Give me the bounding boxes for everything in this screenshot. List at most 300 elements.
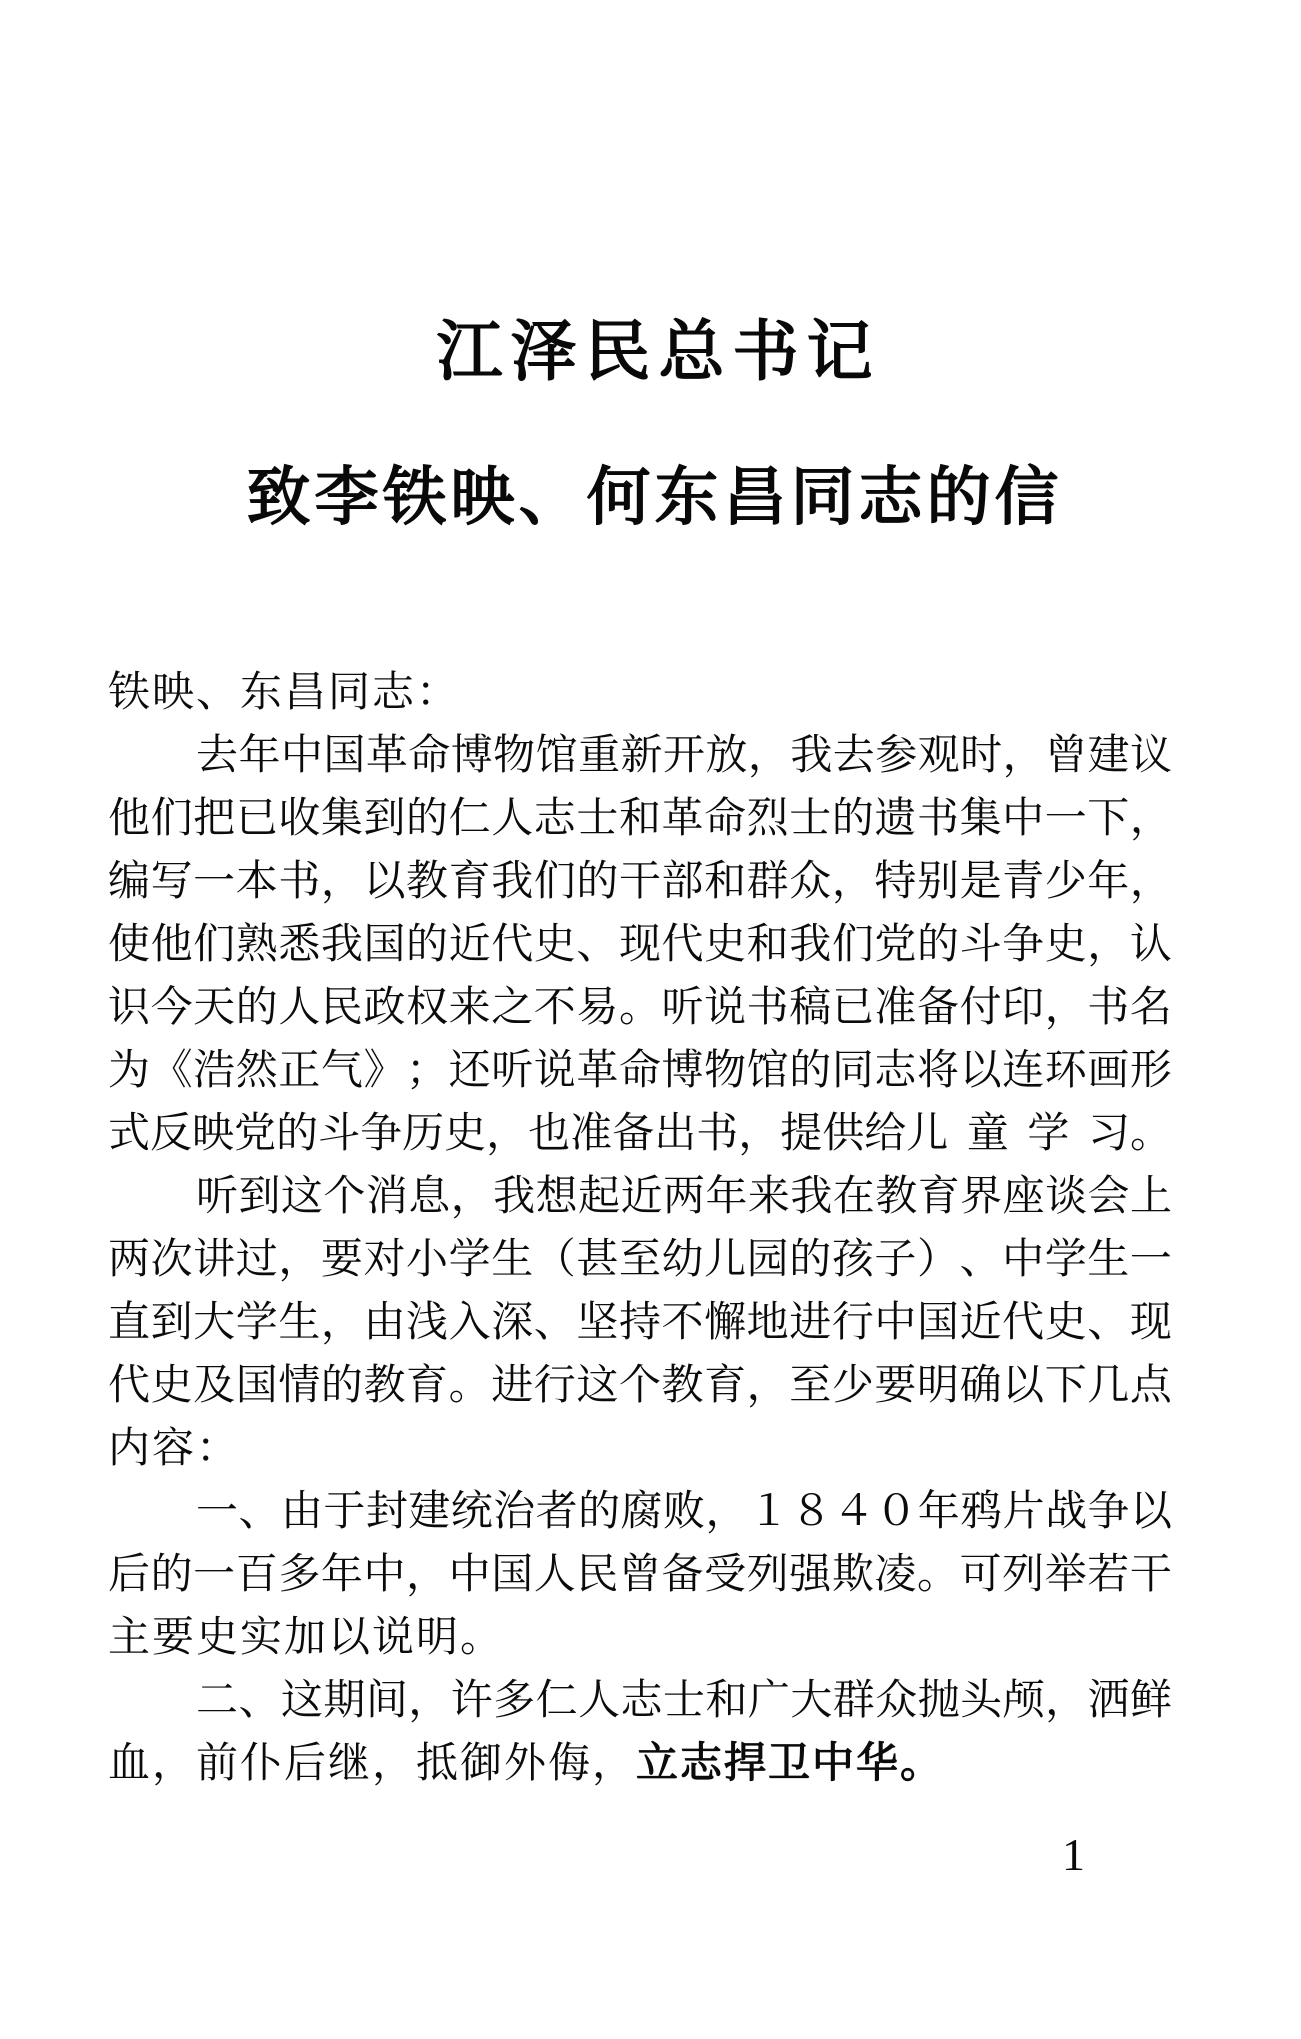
text-segment: 中 [363,1552,406,1598]
text-segment: 一 [193,1552,236,1598]
text-segment: 列 [746,1552,789,1598]
text-segment: 物 [493,733,536,779]
text-segment: 的 [789,1048,832,1094]
text-segment: 之 [491,985,534,1031]
text-segment: 书 [1087,985,1130,1031]
text-segment: 他 [108,796,151,842]
text-segment: ０ [875,1489,918,1535]
text-segment: 二 [196,1678,239,1724]
text-segment: 至 [618,1237,661,1283]
text-segment: ， [705,1489,748,1535]
text-segment: 许 [450,1678,493,1724]
text-segment: 内容： [108,1426,241,1472]
text-segment: 的 [789,1237,832,1283]
text-segment: 博 [661,1048,704,1094]
text-segment: 编 [108,859,151,905]
text-segment: 书 [696,1111,739,1157]
text-segment: 重 [578,733,621,779]
page-number: 1 [1062,1829,1085,1880]
text-segment: 持 [618,1300,661,1346]
text-segment: 人 [578,1678,621,1724]
text-segment: 准 [874,985,917,1031]
text-segment: ， [747,733,790,779]
text-segment: 、 [238,1489,281,1535]
text-segment: 备 [916,985,959,1031]
text-segment: ， [486,1111,529,1157]
text-segment: 中 [1002,796,1045,842]
text-segment: 的 [150,1552,193,1598]
text-line [108,725,1172,788]
text-segment: 学 [235,1300,278,1346]
text-segment: 个 [323,1174,366,1220]
text-segment: 群 [832,1678,875,1724]
text-segment: 还 [448,1048,491,1094]
text-segment: 政 [363,985,406,1031]
text-segment: 不 [533,985,576,1031]
text-segment: 人 [533,1552,576,1598]
text-segment: 行 [831,1300,874,1346]
text-segment: 们 [831,922,874,968]
text-segment: 史 [1044,922,1087,968]
text-segment: 广 [747,1678,790,1724]
text-segment: 百 [235,1552,278,1598]
text-segment: ， [450,1174,493,1220]
text-segment: 直 [108,1300,151,1346]
text-segment: 一 [193,859,236,905]
text-segment: 的 [276,1111,319,1157]
text-segment: ） [916,1237,959,1283]
text-segment: 年 [705,1174,748,1220]
text-segment: 提 [780,1111,823,1157]
text-segment: 习 [1087,1111,1130,1157]
text-segment: 园 [746,1237,789,1283]
emphasized-text: 立志捍卫中华。 [636,1741,945,1787]
text-segment: 代 [1002,1300,1045,1346]
text-segment: 烈 [746,796,789,842]
text-segment: ， [278,1237,321,1283]
text-segment: 一 [196,1489,239,1535]
text-segment: 把 [193,796,236,842]
text-segment: 遗 [874,796,917,842]
text-segment: 馆 [746,1048,789,1094]
text-segment: 多 [278,1552,321,1598]
document-title-line-1: 江泽民总书记 [436,316,881,389]
text-segment [948,1103,967,1166]
text-segment: 党 [874,922,917,968]
text-segment: 他 [150,922,193,968]
text-segment: 建 [408,1489,451,1535]
text-segment: 国 [235,1363,278,1409]
text-segment: 形 [1129,1048,1172,1094]
text-segment: 民 [320,985,363,1031]
text-segment: 去 [832,733,875,779]
text-segment: 准 [570,1111,613,1157]
text-segment: 要 [874,1363,917,1409]
text-segment: 育 [917,1174,960,1220]
text-line [108,1292,1172,1355]
text-segment: 若 [1087,1552,1130,1598]
text-segment: 备 [661,1552,704,1598]
text-line [108,1418,1172,1481]
text-segment: 近 [620,1174,663,1220]
text-segment: 听 [196,1174,239,1220]
text-segment: 代 [661,922,704,968]
text-segment: 写 [150,859,193,905]
text-segment: 地 [746,1300,789,1346]
text-segment: 人 [278,985,321,1031]
text-segment: 讲 [193,1237,236,1283]
text-line [108,1166,1172,1229]
text-segment: 铁映、东昌同志： [108,670,461,716]
text-segment: 国 [916,1300,959,1346]
text-segment: 史 [444,1111,487,1157]
text-segment: 听 [491,1048,534,1094]
text-segment: ， [408,1678,451,1724]
text-segment: 干 [618,859,661,905]
text-segment: 下 [1044,1363,1087,1409]
text-segment: 受 [704,1552,747,1598]
text-segment: 反 [150,1111,193,1157]
text-segment: 由 [363,1300,406,1346]
text-segment: 博 [450,733,493,779]
text-segment: 开 [662,733,705,779]
text-segment: 这 [280,1678,323,1724]
text-segment: 确 [959,1363,1002,1409]
text-segment: 天 [193,985,236,1031]
text-segment: 战 [1045,1489,1088,1535]
text-segment: 统 [450,1489,493,1535]
text-segment: 息 [408,1174,451,1220]
text-segment: 抛 [917,1678,960,1724]
text-segment: ， [1129,859,1172,905]
text-segment: 个 [618,1363,661,1409]
text-segment: 观 [917,733,960,779]
text-segment: 近 [448,922,491,968]
text-segment: ， [831,859,874,905]
text-segment: 次 [150,1237,193,1283]
text-segment: 众 [789,859,832,905]
text-segment: 的 [235,985,278,1031]
text-segment: 集 [320,796,363,842]
text-line [108,851,1172,914]
text-segment: 供 [822,1111,865,1157]
text-segment: 馆 [535,733,578,779]
text-segment: 对 [363,1237,406,1283]
text-segment: 少 [1044,859,1087,905]
text-segment: 、 [959,1237,1002,1283]
text-segment: 中 [874,1300,917,1346]
text-segment: 多 [493,1678,536,1724]
text-segment: 史 [150,1363,193,1409]
text-segment: 进 [491,1363,534,1409]
text-segment: 及 [193,1363,236,1409]
text-segment: 生 [491,1237,534,1283]
text-segment: ； [406,1048,449,1094]
text-segment: 界 [960,1174,1003,1220]
text-segment: 。 [1130,1111,1173,1157]
text-segment: 书 [916,796,959,842]
text-line [108,788,1172,851]
text-segment: 间 [365,1678,408,1724]
text-segment: 议 [1129,733,1172,779]
text-segment: （ [533,1237,576,1283]
text-segment: 们 [533,859,576,905]
text-segment: 起 [578,1174,621,1220]
text-segment: 曾 [618,1552,661,1598]
text-segment: 血，前仆后继，抵御外侮， [108,1741,637,1787]
text-segment: 志 [620,1678,663,1724]
text-segment: 生 [278,1300,321,1346]
text-segment: 备 [612,1111,655,1157]
text-segment: 仁 [535,1678,578,1724]
text-segment: 史 [533,922,576,968]
text-segment: 学 [1027,1111,1070,1157]
text-segment: 们 [193,922,236,968]
text-segment: 画 [1087,1048,1130,1094]
text-segment: 育 [704,1363,747,1409]
text-segment: 以 [1002,1363,1045,1409]
text-segment: 也 [528,1111,571,1157]
text-segment: 新 [620,733,663,779]
text-segment: 头 [960,1678,1003,1724]
text-segment: 颅 [1002,1678,1045,1724]
text-segment: 志 [533,796,576,842]
text-segment: 和 [704,859,747,905]
letter-body [108,662,1172,1796]
text-segment: 情 [278,1363,321,1409]
text-segment: 中 [1002,1237,1045,1283]
text-segment: 年 [320,1552,363,1598]
text-segment: 上 [1129,1174,1172,1220]
text-segment: 映 [192,1111,235,1157]
text-segment: 学 [448,1237,491,1283]
text-segment: 的 [406,796,449,842]
text-segment: 一 [1129,1237,1172,1283]
text-segment: 教 [875,1174,918,1220]
text-segment: ， [320,1300,363,1346]
text-segment: 强 [789,1552,832,1598]
text-segment: ， [406,1552,449,1598]
text-segment: 中 [448,1552,491,1598]
text-segment: 革 [576,1048,619,1094]
text-segment: ， [320,859,363,905]
text-segment: 稿 [789,985,832,1031]
text-segment: 历 [402,1111,445,1157]
text-segment: 童 [966,1111,1009,1157]
text-segment: 将 [916,1048,959,1094]
text-segment: 青 [1002,859,1045,905]
text-segment: 到 [363,796,406,842]
text-segment: 育 [448,859,491,905]
text-segment: 主要史实加以说明。 [108,1615,505,1661]
text-segment: 消 [365,1174,408,1220]
text-segment: 集 [959,796,1002,842]
text-line [108,1355,1172,1418]
text-segment: 坚 [576,1300,619,1346]
text-segment: 众 [875,1678,918,1724]
text-segment: 参 [875,733,918,779]
text-segment: 举 [1044,1552,1087,1598]
text-segment: 鸦 [960,1489,1003,1535]
text-segment [1009,1103,1028,1166]
text-segment: 。 [916,1552,959,1598]
text-segment [1069,1103,1088,1166]
text-segment: 的 [406,922,449,968]
text-segment: 气 [320,1048,363,1094]
text-segment: 连 [1002,1048,1045,1094]
text-segment: 谈 [1045,1174,1088,1220]
text-line [108,662,1172,725]
text-segment: 点 [1129,1363,1172,1409]
text-segment: 在 [832,1174,875,1220]
text-segment: 仁 [448,796,491,842]
text-line [108,1607,1172,1670]
text-segment: 至 [789,1363,832,1409]
text-segment: 斗 [318,1111,361,1157]
text-segment: ， [738,1111,781,1157]
text-segment: 要 [320,1237,363,1283]
text-segment: 我 [790,1174,833,1220]
text-line [108,1670,1172,1733]
text-line [108,1481,1172,1544]
text-segment: ， [1087,922,1130,968]
text-segment: 今 [150,985,193,1031]
text-segment: 书 [746,985,789,1031]
text-segment: 为 [108,1048,151,1094]
text-segment: 我 [493,1174,536,1220]
text-segment: 年 [238,733,281,779]
text-segment: 国 [323,733,366,779]
text-segment: 来 [747,1174,790,1220]
text-segment: 士 [789,796,832,842]
text-segment: 士 [662,1678,705,1724]
text-segment: 士 [576,796,619,842]
text-segment: 凌 [874,1552,917,1598]
text-segment: 别 [916,859,959,905]
text-segment: ４ [832,1489,875,1535]
text-segment: ， [1002,733,1045,779]
text-segment: 党 [234,1111,277,1157]
text-segment: 这 [576,1363,619,1409]
text-segment: 争 [1087,1489,1130,1535]
text-segment: 环 [1044,1048,1087,1094]
text-segment: 史 [1044,1300,1087,1346]
text-line [108,1040,1172,1103]
text-segment: 革 [365,733,408,779]
text-segment: 、 [238,1678,281,1724]
text-segment: 近 [959,1300,1002,1346]
text-segment: 育 [406,1363,449,1409]
text-segment: 、 [1087,1300,1130,1346]
text-segment: 到 [238,1174,281,1220]
text-segment: ， [1045,1678,1088,1724]
text-segment: 教 [406,859,449,905]
text-segment: 两 [662,1174,705,1220]
text-segment: 。 [448,1363,491,1409]
text-segment: 孩 [831,1237,874,1283]
text-segment: 熟 [235,922,278,968]
text-segment: 教 [661,1363,704,1409]
text-segment: 列 [1002,1552,1045,1598]
text-segment: 的 [916,922,959,968]
text-segment: 出 [654,1111,697,1157]
text-segment: 斗 [959,922,1002,968]
text-segment: 放 [705,733,748,779]
document-title-line-2: 致李铁映、何东昌同志的信 [246,462,1063,533]
text-segment: 以 [1129,1489,1172,1535]
text-segment: 甚 [576,1237,619,1283]
text-segment: 部 [661,859,704,905]
text-segment: 曾 [1045,733,1088,779]
text-segment: 建 [1087,733,1130,779]
text-segment: 生 [1087,1237,1130,1283]
text-line [108,1733,1172,1796]
text-segment: 少 [831,1363,874,1409]
text-segment: 民 [576,1552,619,1598]
text-segment: 过 [235,1237,278,1283]
text-segment: 史 [704,922,747,968]
text-segment: 式 [108,1111,151,1157]
text-segment: 代 [108,1363,151,1409]
text-segment: ， [1044,985,1087,1031]
text-segment: 教 [363,1363,406,1409]
text-segment: 干 [1129,1552,1172,1598]
text-segment: 争 [360,1111,403,1157]
text-segment: 国 [491,1552,534,1598]
text-segment: 不 [661,1300,704,1346]
text-segment: 、 [533,1300,576,1346]
text-segment: 》 [363,1048,406,1094]
text-segment: １ [747,1489,790,1535]
text-segment: 败 [662,1489,705,1535]
text-segment: 和 [618,796,661,842]
text-segment: 代 [491,922,534,968]
text-segment: 后 [108,1552,151,1598]
text-segment: 几 [1087,1363,1130,1409]
text-segment: 这 [280,1174,323,1220]
text-segment: 我 [491,859,534,905]
text-segment: 说 [533,1048,576,1094]
text-segment: 人 [491,796,534,842]
text-segment: 座 [1002,1174,1045,1220]
text-segment: 由 [280,1489,323,1535]
text-segment: 的 [320,1363,363,1409]
text-segment: ， [746,1363,789,1409]
text-segment: 、 [576,922,619,968]
text-segment: 群 [746,859,789,905]
text-segment: 志 [874,1048,917,1094]
text-segment: 悉 [278,922,321,968]
text-segment: 治 [493,1489,536,1535]
text-segment: 于 [323,1489,366,1535]
text-segment: 入 [448,1300,491,1346]
text-segment: 去 [196,733,239,779]
text-segment: 和 [746,922,789,968]
text-segment: ８ [790,1489,833,1535]
text-segment: 已 [831,985,874,1031]
text-segment: 中 [280,733,323,779]
text-segment: 以 [363,859,406,905]
text-segment: 使 [108,922,151,968]
text-segment: 识 [108,985,151,1031]
text-segment: 浅 [406,1300,449,1346]
text-segment: 书 [278,859,321,905]
text-segment: 大 [193,1300,236,1346]
text-segment: 浩 [193,1048,236,1094]
text-segment: 两 [108,1237,151,1283]
text-segment: 然 [235,1048,278,1094]
text-segment: 说 [704,985,747,1031]
